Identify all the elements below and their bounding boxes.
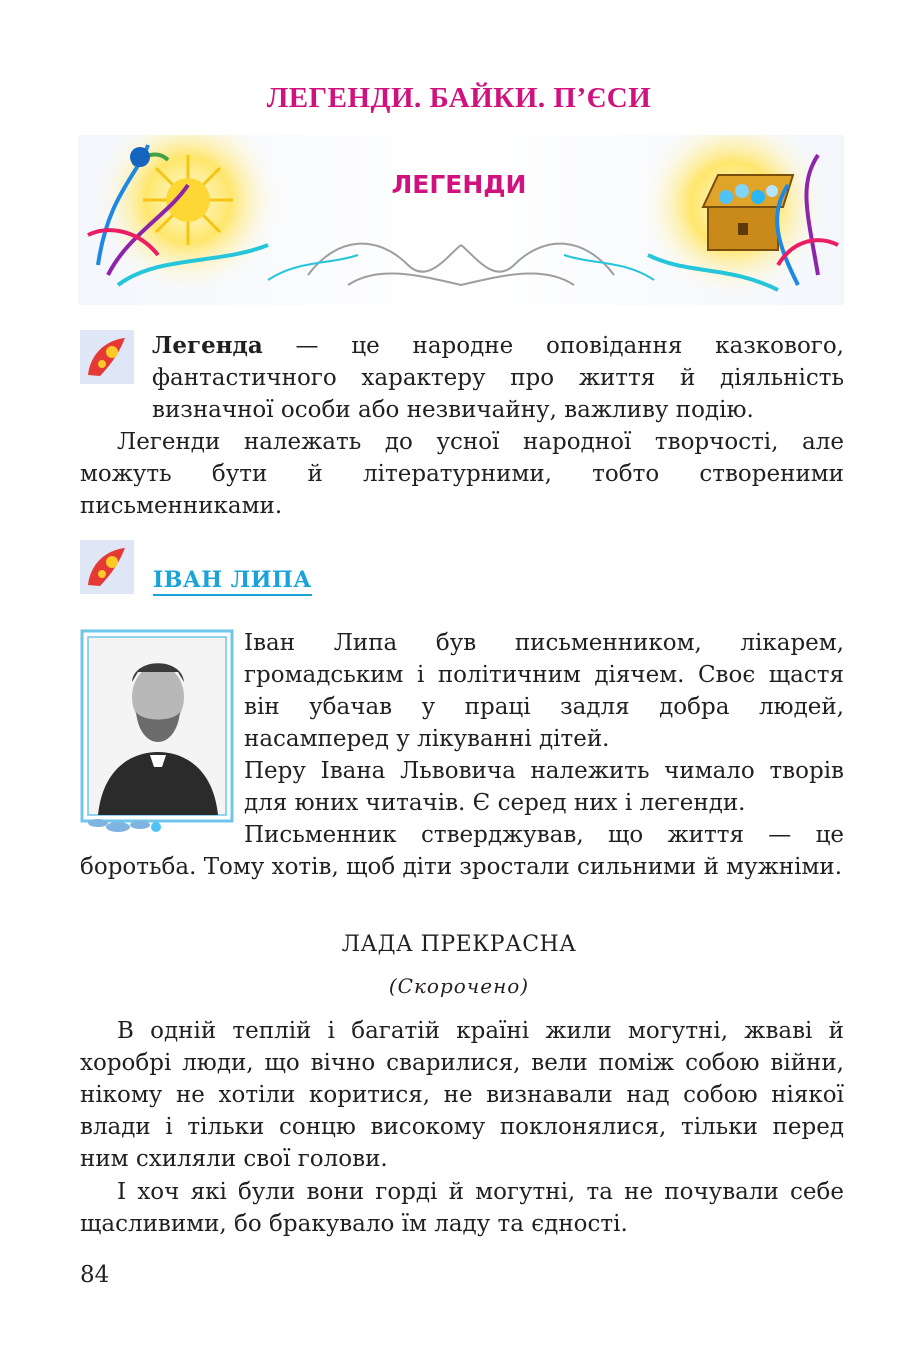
firebird-feather-icon (80, 540, 134, 594)
definition-paragraph (152, 330, 844, 426)
story-paragraph-1: В одній теплій і багатій країні жили могутні, жваві й хоробрі люди, що вічно сварилися, вели поміж собою війни, нікому не хотіли коритися, не визнавали над собою ніякої влади і тільки сонцю високому поклонялися, тільки перед ним схиляли свої голови. (80, 1018, 844, 1172)
story-title: ЛАДА ПРЕКРАСНА (341, 932, 577, 957)
definition-note: Легенди належать до усної народної творчості, але можуть бути й літературними, тобто створеними письменниками. (80, 429, 844, 519)
author-name-link[interactable]: ІВАН ЛИПА (153, 566, 312, 596)
author-bio-2: Перу Івана Львовича належить чимало творів для юних читачів. Є серед них і легенди. (244, 758, 844, 816)
banner-illustration (78, 135, 844, 305)
author-bio-3: Письменник стверджував, що життя — це (244, 822, 844, 848)
definition-term: Легенда (152, 332, 263, 359)
author-portrait (78, 627, 236, 835)
section-title: ЛЕГЕНДИ. БАЙКИ. П’ЄСИ (266, 82, 652, 114)
story-paragraph-2: І хоч які були вони горді й могутні, та не почували себе щасливими, бо бракувало їм ладу та єдності. (80, 1179, 844, 1237)
firebird-feather-icon (80, 330, 134, 384)
author-bio-1: Іван Липа був письменником, лікарем, громадським і політичним діячем. Своє щастя він убачав у праці задля добра людей, насамперед у лікуванні дітей. (244, 630, 844, 752)
definition-text: — це народне оповідання казкового, фантастичного характеру про життя й діяльність визначної особи або незвичайну, важливу подію. (152, 333, 844, 423)
page-number: 84 (80, 1262, 110, 1288)
banner-title: ЛЕГЕНДИ (391, 170, 527, 199)
story-subtitle: (Скорочено) (388, 974, 530, 998)
author-bio-4: боротьба. Тому хотів, щоб діти зростали сильними й мужніми. (80, 854, 843, 880)
